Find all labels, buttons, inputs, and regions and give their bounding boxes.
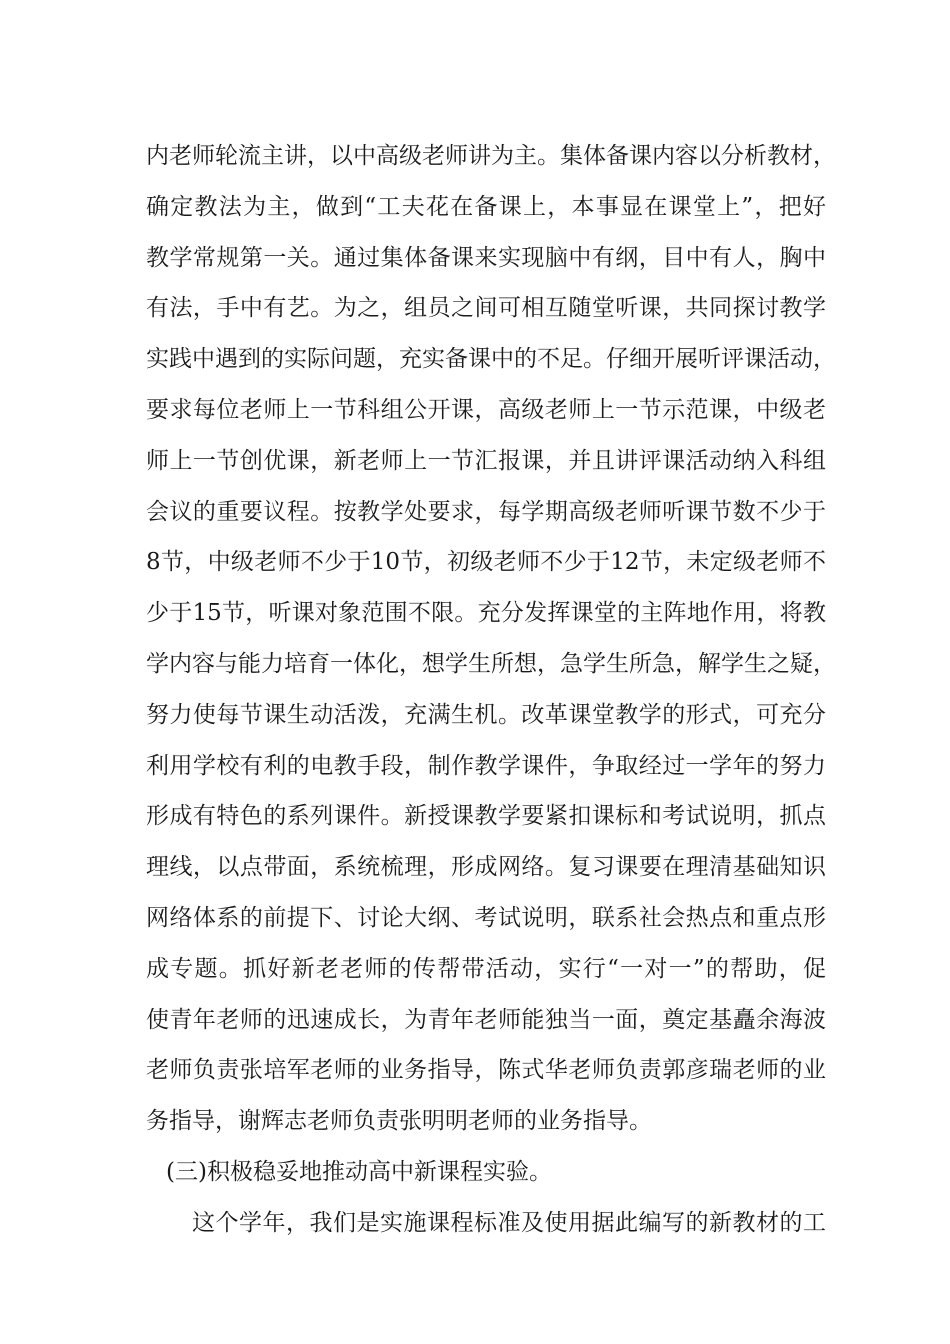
- text-line: 少于15节，听课对象范围不限。充分发挥课堂的主阵地作用，将教: [146, 600, 826, 627]
- text-line: 理线，以点带面，系统梳理，形成网络。复习课要在理清基础知识: [146, 854, 826, 881]
- text-line: 要求每位老师上一节科组公开课，高级老师上一节示范课，中级老: [146, 396, 826, 423]
- text-line: 教学常规第一关。通过集体备课来实现脑中有纲，目中有人，胸中: [146, 244, 826, 271]
- text-line: 8节，中级老师不少于10节，初级老师不少于12节，未定级老师不: [146, 549, 826, 576]
- text-line: 实践中遇到的实际问题，充实备课中的不足。仔细开展听评课活动，: [146, 346, 836, 373]
- text-line: 学内容与能力培育一体化，想学生所想，急学生所急，解学生之疑，: [146, 650, 836, 677]
- text-line: 有法，手中有艺。为之，组员之间可相互随堂听课，共同探讨教学: [146, 295, 826, 322]
- text-line: 务指导，谢辉志老师负责张明明老师的业务指导。: [146, 1108, 652, 1135]
- text-line: 形成有特色的系列课件。新授课教学要紧扣课标和考试说明，抓点: [146, 803, 826, 830]
- text-line: 努力使每节课生动活泼，充满生机。改革课堂教学的形式，可充分: [146, 701, 826, 728]
- text-line: 师上一节创优课，新老师上一节汇报课，并且讲评课活动纳入科组: [146, 447, 826, 474]
- body-text: [146, 131, 836, 1249]
- paragraph-first-line: 这个学年，我们是实施课程标准及使用据此编写的新教材的工: [192, 1209, 826, 1236]
- text-line: 网络体系的前提下、讨论大纲、考试说明，联系社会热点和重点形: [146, 904, 826, 931]
- text-line: 利用学校有利的电教手段，制作教学课件，争取经过一学年的努力: [146, 752, 826, 779]
- text-line: 使青年老师的迅速成长，为青年老师能独当一面，奠定基矗余海波: [146, 1006, 826, 1033]
- text-line: 成专题。抓好新老老师的传帮带活动，实行“一对一”的帮助，促: [146, 955, 826, 982]
- text-line: 会议的重要议程。按教学处要求，每学期高级老师听课节数不少于: [146, 498, 826, 525]
- section-heading: (三)积极稳妥地推动高中新课程实验。: [166, 1158, 552, 1185]
- text-line: 老师负责张培军老师的业务指导，陈式华老师负责郭彦瑞老师的业: [146, 1057, 826, 1084]
- text-line: 内老师轮流主讲，以中高级老师讲为主。集体备课内容以分析教材，: [146, 143, 836, 169]
- text-line: 确定教法为主，做到“工夫花在备课上，本事显在课堂上”，把好: [146, 193, 826, 220]
